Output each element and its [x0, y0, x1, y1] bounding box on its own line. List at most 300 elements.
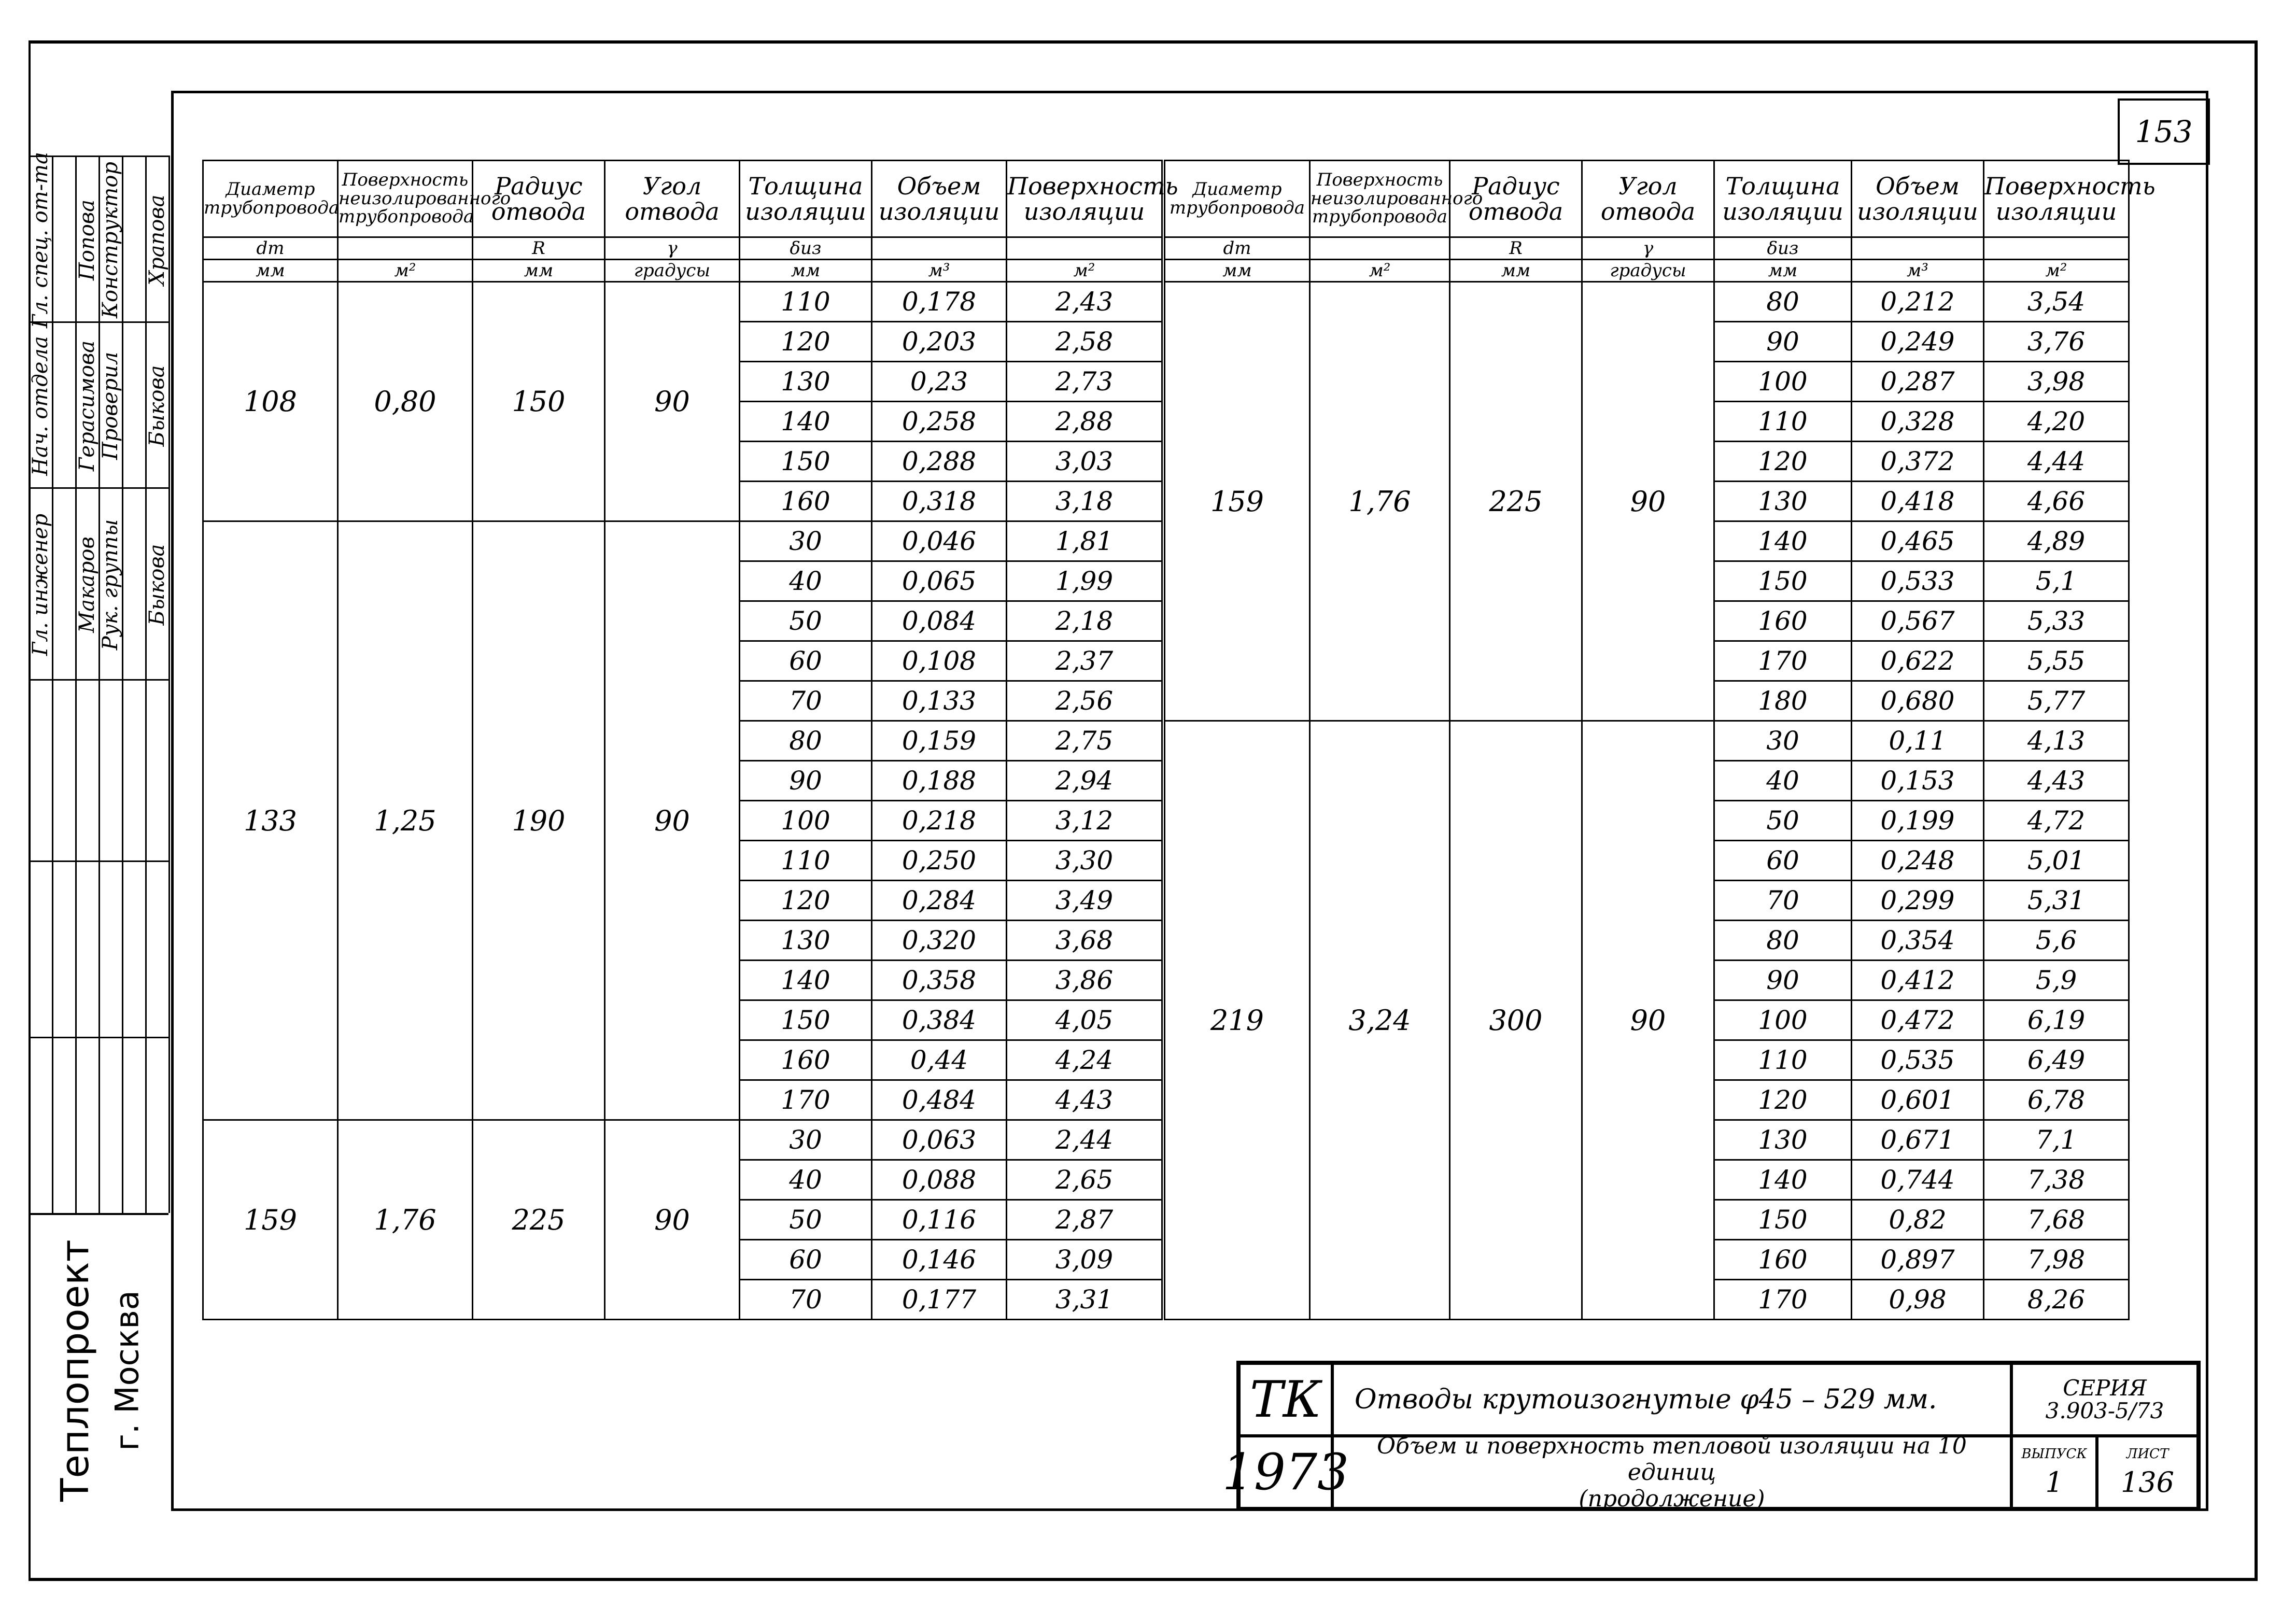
insulation-volume-cell: 0,199 [1852, 801, 1984, 841]
stamp-text: Гл. инженер [28, 513, 52, 656]
header-radius: Радиус отвода [473, 161, 605, 237]
insulation-volume-cell: 0,472 [1852, 1000, 1984, 1040]
stamp-cell [145, 321, 168, 489]
insulation-thickness-cell: 50 [1714, 801, 1852, 841]
insulation-volume-cell: 0,671 [1852, 1120, 1984, 1160]
insulation-thickness-cell: 140 [740, 961, 872, 1000]
insulation-thickness-cell: 150 [740, 442, 872, 482]
stamp-cell [29, 487, 52, 681]
insulation-thickness-cell: 40 [740, 1160, 872, 1200]
stamp-cell [98, 487, 122, 681]
stamp-cell [52, 487, 75, 681]
insulation-thickness-cell: 120 [740, 881, 872, 921]
stamp-cell [122, 1037, 145, 1215]
insulation-volume-cell: 0,249 [1852, 322, 1984, 362]
stamp-cell [98, 679, 122, 857]
insulation-thickness-cell: 80 [1714, 921, 1852, 961]
insulation-thickness-cell: 120 [740, 322, 872, 362]
stamp-cell [75, 487, 98, 681]
stamp-cell [122, 860, 145, 1038]
stamp-cell [52, 156, 75, 323]
insulation-thickness-cell: 110 [1714, 1040, 1852, 1080]
stamp-text: Храпова [145, 194, 169, 286]
unit-cell: мм [473, 260, 605, 282]
table-row [203, 521, 1162, 561]
insulation-volume-cell: 0,384 [872, 1000, 1007, 1040]
stamp-cell [145, 1037, 168, 1215]
stamp-text: Макаров [75, 537, 99, 633]
symbol-cell: δиз [740, 237, 872, 260]
approval-stamp [28, 152, 169, 1213]
header-radius: Радиус отвода [1450, 161, 1582, 237]
insulation-volume-cell: 0,146 [872, 1240, 1007, 1280]
drawing-subtitle-block [1332, 1432, 2011, 1512]
insulation-volume-cell: 0,250 [872, 841, 1007, 881]
symbol-cell [1852, 237, 1984, 260]
group-surface-cell: 0,80 [338, 282, 473, 521]
insulation-thickness-cell: 60 [1714, 841, 1852, 881]
insulation-volume-cell: 0,318 [872, 482, 1007, 521]
stamp-column [122, 156, 147, 1213]
header-volume: Объем изоляции [1852, 161, 1984, 237]
insulation-thickness-cell: 130 [740, 362, 872, 402]
unit-cell: м² [1310, 260, 1450, 282]
sheet-label: ЛИСТ [2126, 1446, 2169, 1462]
series-cell [2011, 1363, 2198, 1436]
insulation-volume-cell: 0,065 [872, 561, 1007, 601]
group-radius-cell: 150 [473, 282, 605, 521]
insulation-volume-cell: 0,284 [872, 881, 1007, 921]
unit-cell: градусы [1582, 260, 1714, 282]
insulation-thickness-cell: 60 [740, 1240, 872, 1280]
insulation-surface-cell: 2,75 [1007, 721, 1162, 761]
insulation-surface-cell: 4,43 [1007, 1080, 1162, 1120]
stamp-cell [75, 1037, 98, 1215]
insulation-surface-cell: 5,31 [1984, 881, 2129, 921]
insulation-surface-cell: 5,33 [1984, 601, 2129, 641]
insulation-volume-cell: 0,320 [872, 921, 1007, 961]
group-diameter-cell: 159 [1165, 282, 1310, 721]
stamp-cell [122, 487, 145, 681]
stamp-column [75, 156, 100, 1213]
stamp-cell [28, 152, 52, 328]
insulation-surface-cell: 2,43 [1007, 282, 1162, 322]
insulation-thickness-cell: 140 [1714, 1160, 1852, 1200]
page-number: 153 [2118, 98, 2210, 165]
insulation-surface-cell: 5,6 [1984, 921, 2129, 961]
insulation-thickness-cell: 150 [740, 1000, 872, 1040]
insulation-thickness-cell: 130 [740, 921, 872, 961]
insulation-thickness-cell: 40 [1714, 761, 1852, 801]
insulation-volume-cell: 0,159 [872, 721, 1007, 761]
stamp-cell [52, 321, 75, 489]
insulation-surface-cell: 3,98 [1984, 362, 2129, 402]
insulation-volume-cell: 0,287 [1852, 362, 1984, 402]
insulation-volume-cell: 0,133 [872, 681, 1007, 721]
stamp-text: Нач. отдела [28, 336, 52, 476]
symbol-cell: R [1450, 237, 1582, 260]
stamp-cell [98, 321, 122, 489]
stamp-text: Попова [75, 200, 99, 280]
insulation-thickness-cell: 160 [740, 482, 872, 521]
insulation-thickness-cell: 100 [1714, 1000, 1852, 1040]
insulation-volume-cell: 0,248 [1852, 841, 1984, 881]
insulation-surface-cell: 2,94 [1007, 761, 1162, 801]
header-bare-surface: Поверхность неизолированного трубопровода [1310, 161, 1450, 237]
insulation-thickness-cell: 160 [1714, 1240, 1852, 1280]
issue-value: 1 [2045, 1465, 2063, 1499]
unit-cell: мм [203, 260, 338, 282]
insulation-volume-cell: 0,418 [1852, 482, 1984, 521]
insulation-surface-cell: 5,1 [1984, 561, 2129, 601]
insulation-volume-cell: 0,178 [872, 282, 1007, 322]
insulation-volume-cell: 0,288 [872, 442, 1007, 482]
unit-cell: м² [1007, 260, 1162, 282]
stamp-cell [98, 156, 122, 323]
title-block [1222, 1361, 2201, 1512]
organization-stamp [29, 1213, 168, 1526]
insulation-volume-cell: 0,567 [1852, 601, 1984, 641]
insulation-thickness-cell: 100 [1714, 362, 1852, 402]
insulation-surface-cell: 7,98 [1984, 1240, 2129, 1280]
unit-cell: мм [1450, 260, 1582, 282]
symbol-cell [338, 237, 473, 260]
insulation-volume-cell: 0,535 [1852, 1040, 1984, 1080]
insulation-volume-cell: 0,084 [872, 601, 1007, 641]
insulation-volume-cell: 0,44 [872, 1040, 1007, 1080]
insulation-volume-cell: 0,328 [1852, 402, 1984, 442]
insulation-surface-cell: 1,81 [1007, 521, 1162, 561]
symbol-cell: γ [1582, 237, 1714, 260]
insulation-thickness-cell: 170 [1714, 1280, 1852, 1320]
stamp-cell [145, 487, 168, 681]
insulation-surface-cell: 3,18 [1007, 482, 1162, 521]
insulation-volume-cell: 0,046 [872, 521, 1007, 561]
stamp-cell [29, 321, 52, 489]
insulation-thickness-cell: 110 [1714, 402, 1852, 442]
insulation-volume-cell: 0,372 [1852, 442, 1984, 482]
insulation-thickness-cell: 110 [740, 841, 872, 881]
stamp-column [52, 156, 77, 1213]
header-volume: Объем изоляции [872, 161, 1007, 237]
insulation-surface-cell: 4,44 [1984, 442, 2129, 482]
insulation-thickness-cell: 30 [740, 1120, 872, 1160]
series-label: СЕРИЯ [2063, 1375, 2147, 1401]
insulation-volume-cell: 0,484 [872, 1080, 1007, 1120]
insulation-volume-cell: 0,601 [1852, 1080, 1984, 1120]
insulation-surface-cell: 7,38 [1984, 1160, 2129, 1200]
symbol-cell: dт [1165, 237, 1310, 260]
table-row [1165, 282, 2129, 322]
insulation-thickness-cell: 170 [1714, 641, 1852, 681]
insulation-surface-cell: 4,20 [1984, 402, 2129, 442]
insulation-surface-cell: 5,55 [1984, 641, 2129, 681]
insulation-table-left [202, 160, 1178, 1320]
insulation-thickness-cell: 110 [740, 282, 872, 322]
header-diameter: Диаметр трубопровода [203, 161, 338, 237]
insulation-table-right [1164, 160, 2156, 1320]
group-surface-cell: 1,76 [1310, 282, 1450, 721]
stamp-cell [122, 156, 145, 323]
stamp-cell [145, 679, 168, 857]
group-angle-cell: 90 [605, 521, 740, 1120]
insulation-volume-cell: 0,188 [872, 761, 1007, 801]
insulation-surface-cell: 2,18 [1007, 601, 1162, 641]
sheet-cell [2097, 1436, 2198, 1508]
insulation-surface-cell: 5,01 [1984, 841, 2129, 881]
drawing-subtitle-continued: (продолжение) [1579, 1485, 1765, 1512]
insulation-surface-cell: 8,26 [1984, 1280, 2129, 1320]
issue-cell [2011, 1436, 2097, 1508]
stamp-cell [52, 1037, 75, 1215]
insulation-volume-cell: 0,212 [1852, 282, 1984, 322]
stamp-column [98, 156, 123, 1213]
insulation-surface-cell: 7,1 [1984, 1120, 2129, 1160]
insulation-volume-cell: 0,203 [872, 322, 1007, 362]
table-row [1165, 721, 2129, 761]
insulation-volume-cell: 0,088 [872, 1160, 1007, 1200]
insulation-volume-cell: 0,358 [872, 961, 1007, 1000]
insulation-surface-cell: 2,56 [1007, 681, 1162, 721]
insulation-surface-cell: 6,49 [1984, 1040, 2129, 1080]
insulation-surface-cell: 6,78 [1984, 1080, 2129, 1120]
group-surface-cell: 1,25 [338, 521, 473, 1120]
stamp-cell [75, 679, 98, 857]
stamp-cell [52, 679, 75, 857]
stamp-cell [75, 860, 98, 1038]
insulation-volume-cell: 0,744 [1852, 1160, 1984, 1200]
group-radius-cell: 225 [1450, 282, 1582, 721]
group-angle-cell: 90 [1582, 282, 1714, 721]
insulation-surface-cell: 3,03 [1007, 442, 1162, 482]
insulation-volume-cell: 0,23 [872, 362, 1007, 402]
stamp-cell [75, 321, 98, 489]
group-diameter-cell: 219 [1165, 721, 1310, 1320]
insulation-thickness-cell: 50 [740, 1200, 872, 1240]
group-diameter-cell: 108 [203, 282, 338, 521]
stamp-cell [122, 321, 145, 489]
insulation-thickness-cell: 30 [1714, 721, 1852, 761]
unit-cell: мм [1714, 260, 1852, 282]
group-angle-cell: 90 [605, 282, 740, 521]
stamp-cell [122, 679, 145, 857]
insulation-thickness-cell: 70 [1714, 881, 1852, 921]
insulation-surface-cell: 3,09 [1007, 1240, 1162, 1280]
group-angle-cell: 90 [605, 1120, 740, 1320]
insulation-volume-cell: 0,465 [1852, 521, 1984, 561]
insulation-volume-cell: 0,153 [1852, 761, 1984, 801]
stamp-text: Проверил [98, 351, 122, 460]
drawing-title: Отводы крутоизогнутые φ45 – 529 мм. [1332, 1363, 2011, 1436]
insulation-thickness-cell: 140 [1714, 521, 1852, 561]
header-angle: Угол отвода [1582, 161, 1714, 237]
stamp-cell [145, 156, 168, 323]
insulation-thickness-cell: 130 [1714, 482, 1852, 521]
insulation-surface-cell: 3,68 [1007, 921, 1162, 961]
stamp-text: Быкова [145, 365, 169, 447]
insulation-thickness-cell: 120 [1714, 1080, 1852, 1120]
insulation-volume-cell: 0,82 [1852, 1200, 1984, 1240]
group-surface-cell: 3,24 [1310, 721, 1450, 1320]
group-surface-cell: 1,76 [338, 1120, 473, 1320]
insulation-thickness-cell: 80 [1714, 282, 1852, 322]
insulation-surface-cell: 3,54 [1984, 282, 2129, 322]
insulation-volume-cell: 0,680 [1852, 681, 1984, 721]
stamp-cell [29, 679, 52, 857]
group-radius-cell: 225 [473, 1120, 605, 1320]
insulation-surface-cell: 2,44 [1007, 1120, 1162, 1160]
insulation-surface-cell: 4,24 [1007, 1040, 1162, 1080]
insulation-surface-cell: 2,58 [1007, 322, 1162, 362]
insulation-volume-cell: 0,108 [872, 641, 1007, 681]
insulation-thickness-cell: 150 [1714, 561, 1852, 601]
stamp-cell [75, 156, 98, 323]
insulation-thickness-cell: 160 [1714, 601, 1852, 641]
symbol-cell [872, 237, 1007, 260]
insulation-thickness-cell: 160 [740, 1040, 872, 1080]
insulation-surface-cell: 4,66 [1984, 482, 2129, 521]
unit-cell: градусы [605, 260, 740, 282]
insulation-thickness-cell: 90 [1714, 322, 1852, 362]
insulation-surface-cell: 1,99 [1007, 561, 1162, 601]
insulation-surface-cell: 3,31 [1007, 1280, 1162, 1320]
insulation-surface-cell: 6,19 [1984, 1000, 2129, 1040]
stamp-column [145, 156, 170, 1213]
insulation-volume-cell: 0,622 [1852, 641, 1984, 681]
stamp-text: Гл. спец. от-та [28, 152, 52, 328]
series-value: 3.903-5/73 [2045, 1398, 2164, 1423]
group-angle-cell: 90 [1582, 721, 1714, 1320]
unit-cell: мм [1165, 260, 1310, 282]
insulation-volume-cell: 0,11 [1852, 721, 1984, 761]
insulation-surface-cell: 2,88 [1007, 402, 1162, 442]
header-insulation-surface: Поверхность изоляции [1007, 161, 1162, 237]
header-angle: Угол отвода [605, 161, 740, 237]
table-body-right [1165, 282, 2129, 1320]
header-diameter: Диаметр трубопровода [1165, 161, 1310, 237]
insulation-thickness-cell: 90 [740, 761, 872, 801]
insulation-thickness-cell: 70 [740, 681, 872, 721]
insulation-surface-cell: 4,89 [1984, 521, 2129, 561]
header-insulation-surface: Поверхность изоляции [1984, 161, 2129, 237]
symbol-cell [1007, 237, 1162, 260]
symbol-cell [1984, 237, 2129, 260]
year: 1973 [1239, 1436, 1332, 1508]
insulation-thickness-cell: 90 [1714, 961, 1852, 1000]
insulation-surface-cell: 4,13 [1984, 721, 2129, 761]
insulation-surface-cell: 2,37 [1007, 641, 1162, 681]
unit-cell: м³ [1852, 260, 1984, 282]
organization-name: Теплопроект [53, 1239, 97, 1502]
insulation-volume-cell: 0,063 [872, 1120, 1007, 1160]
group-radius-cell: 190 [473, 521, 605, 1120]
insulation-volume-cell: 0,533 [1852, 561, 1984, 601]
organization-code: ТК [1239, 1363, 1332, 1436]
table-row [203, 282, 1162, 322]
group-radius-cell: 300 [1450, 721, 1582, 1320]
insulation-surface-cell: 2,87 [1007, 1200, 1162, 1240]
insulation-surface-cell: 4,43 [1984, 761, 2129, 801]
insulation-surface-cell: 3,30 [1007, 841, 1162, 881]
insulation-volume-cell: 0,116 [872, 1200, 1007, 1240]
insulation-volume-cell: 0,299 [1852, 881, 1984, 921]
stamp-text: Конструктор [98, 161, 122, 319]
insulation-volume-cell: 0,412 [1852, 961, 1984, 1000]
stamp-text: Герасимова [75, 340, 99, 472]
insulation-volume-cell: 0,354 [1852, 921, 1984, 961]
stamp-cell [52, 860, 75, 1038]
insulation-surface-cell: 4,05 [1007, 1000, 1162, 1040]
stamp-column [28, 152, 53, 1213]
insulation-thickness-cell: 140 [740, 402, 872, 442]
insulation-surface-cell: 7,68 [1984, 1200, 2129, 1240]
header-thickness: Толщина изоляции [1714, 161, 1852, 237]
symbol-cell: δиз [1714, 237, 1852, 260]
insulation-surface-cell: 3,12 [1007, 801, 1162, 841]
unit-cell: м² [338, 260, 473, 282]
stamp-cell [98, 1037, 122, 1215]
insulation-volume-cell: 0,218 [872, 801, 1007, 841]
insulation-volume-cell: 0,258 [872, 402, 1007, 442]
symbol-cell: dт [203, 237, 338, 260]
insulation-surface-cell: 3,86 [1007, 961, 1162, 1000]
insulation-thickness-cell: 150 [1714, 1200, 1852, 1240]
insulation-thickness-cell: 50 [740, 601, 872, 641]
stamp-cell [29, 860, 52, 1038]
insulation-surface-cell: 4,72 [1984, 801, 2129, 841]
insulation-thickness-cell: 180 [1714, 681, 1852, 721]
insulation-thickness-cell: 120 [1714, 442, 1852, 482]
insulation-volume-cell: 0,98 [1852, 1280, 1984, 1320]
insulation-thickness-cell: 100 [740, 801, 872, 841]
table-row [203, 1120, 1162, 1160]
symbol-cell: R [473, 237, 605, 260]
issue-label: ВЫПУСК [2021, 1446, 2087, 1462]
sheet-value: 136 [2120, 1465, 2175, 1499]
insulation-thickness-cell: 130 [1714, 1120, 1852, 1160]
table-body-left [203, 282, 1162, 1320]
insulation-thickness-cell: 80 [740, 721, 872, 761]
stamp-cell [145, 860, 168, 1038]
insulation-thickness-cell: 30 [740, 521, 872, 561]
group-diameter-cell: 133 [203, 521, 338, 1120]
unit-cell: м³ [872, 260, 1007, 282]
insulation-thickness-cell: 70 [740, 1280, 872, 1320]
header-thickness: Толщина изоляции [740, 161, 872, 237]
stamp-cell [29, 1037, 52, 1215]
organization-city: г. Москва [108, 1290, 146, 1451]
insulation-surface-cell: 5,9 [1984, 961, 2129, 1000]
symbol-cell [1310, 237, 1450, 260]
insulation-volume-cell: 0,177 [872, 1280, 1007, 1320]
header-bare-surface: Поверхность неизолированного трубопровода [338, 161, 473, 237]
insulation-thickness-cell: 170 [740, 1080, 872, 1120]
insulation-thickness-cell: 60 [740, 641, 872, 681]
insulation-surface-cell: 3,76 [1984, 322, 2129, 362]
unit-cell: мм [740, 260, 872, 282]
insulation-surface-cell: 3,49 [1007, 881, 1162, 921]
insulation-surface-cell: 2,73 [1007, 362, 1162, 402]
group-diameter-cell: 159 [203, 1120, 338, 1320]
stamp-cell [98, 860, 122, 1038]
insulation-surface-cell: 2,65 [1007, 1160, 1162, 1200]
drawing-subtitle: Объем и поверхность тепловой изоляции на 10 единиц [1377, 1432, 1967, 1486]
insulation-thickness-cell: 40 [740, 561, 872, 601]
insulation-volume-cell: 0,897 [1852, 1240, 1984, 1280]
insulation-surface-cell: 5,77 [1984, 681, 2129, 721]
unit-cell: м² [1984, 260, 2129, 282]
symbol-cell: γ [605, 237, 740, 260]
